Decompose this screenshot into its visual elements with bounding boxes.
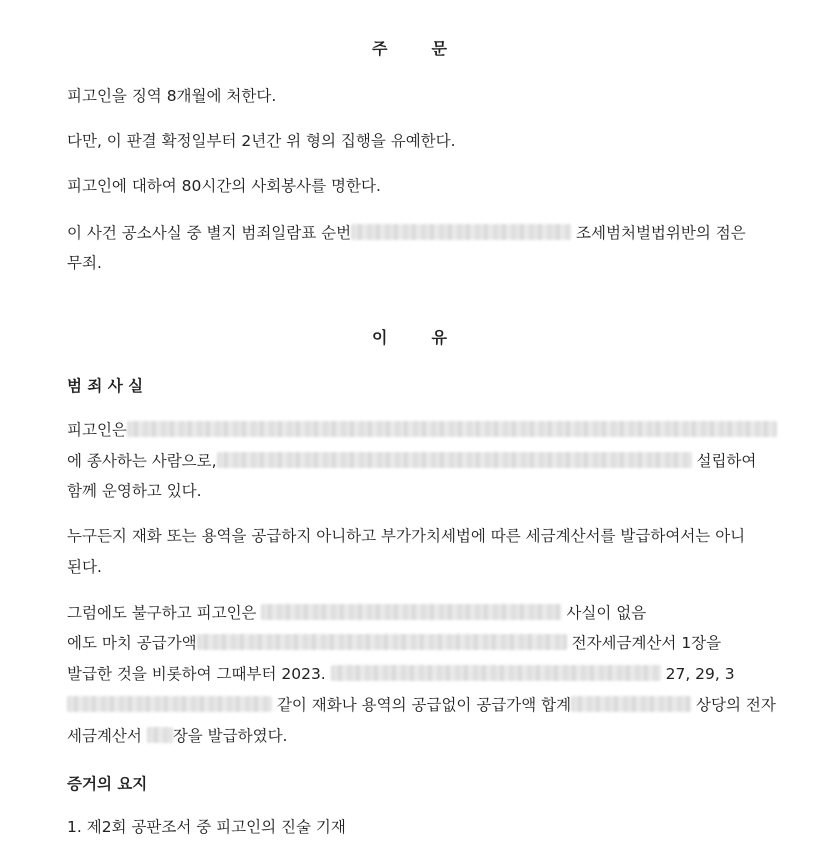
crime-p3-line-5-end: 장을 발급하였다. [172, 727, 288, 745]
order-line-4-cont: 무죄. [67, 254, 102, 272]
order-heading [0, 36, 819, 59]
crime-p3-line-4 [67, 691, 776, 720]
evidence-item-1: 1. 제2회 공판조서 중 피고인의 진술 기재 [67, 818, 346, 836]
crime-p3-line-5 [67, 722, 287, 751]
redacted-block [147, 727, 173, 743]
reason-heading [0, 325, 819, 348]
order-line-4-end: 조세범처벌법위반의 점은 [576, 224, 746, 242]
crime-p3-line-3-end: 27, 29, 3 [665, 665, 735, 683]
crime-p2-line-2: 된다. [67, 558, 102, 576]
reason-heading-left: 이 [372, 328, 388, 347]
redacted-block [197, 634, 567, 650]
redacted-block [217, 452, 692, 468]
reason-heading-right: 유 [431, 328, 447, 347]
crime-p3-line-2-end: 전자세금계산서 1장을 [571, 634, 722, 652]
redacted-block [67, 696, 272, 712]
redacted-block [571, 696, 691, 712]
order-line-3: 피고인에 대하여 80시간의 사회봉사를 명한다. [67, 177, 381, 195]
crime-facts-title: 범 죄 사 실 [67, 377, 144, 395]
order-line-1: 피고인을 징역 8개월에 처한다. [67, 87, 277, 105]
evidence-title: 증거의 요지 [67, 775, 148, 793]
crime-p1-line-1-text: 피고인은 [67, 421, 127, 439]
crime-p1-line-3: 함께 운영하고 있다. [67, 482, 202, 500]
order-line-2: 다만, 이 판결 확정일부터 2년간 위 형의 집행을 유예한다. [67, 132, 456, 150]
crime-p3-line-1-start: 그럼에도 불구하고 피고인은 [67, 604, 257, 622]
crime-p1-line-1 [67, 416, 777, 445]
crime-p1-line-2 [67, 447, 756, 476]
crime-p3-line-4-end: 상당의 전자 [696, 696, 776, 714]
redacted-block [261, 604, 561, 620]
order-line-4-start: 이 사건 공소사실 중 별지 범죄일람표 순번 [67, 224, 352, 242]
crime-p3-line-3 [67, 660, 735, 689]
order-heading-left: 주 [372, 39, 388, 58]
crime-p3-line-3-start: 발급한 것을 비롯하여 그때부터 2023. [67, 665, 326, 683]
redacted-block [351, 224, 571, 240]
crime-p2-line-1: 누구든지 재화 또는 용역을 공급하지 아니하고 부가가치세법에 따른 세금계산서를 발급하여서는 아니 [67, 527, 746, 545]
order-heading-right: 문 [431, 39, 447, 58]
redacted-block [127, 421, 777, 437]
crime-p3-line-5-start: 세금계산서 [67, 727, 142, 745]
crime-p3-line-1-end: 사실이 없음 [566, 604, 647, 622]
crime-p3-line-4-mid: 같이 재화나 용역의 공급없이 공급가액 합계 [276, 696, 572, 714]
crime-p1-line-2-start: 에 종사하는 사람으로, [67, 452, 217, 470]
crime-p3-line-2 [67, 629, 721, 658]
redacted-block [331, 665, 661, 681]
crime-p1-line-2-end: 설립하여 [696, 452, 757, 470]
crime-p3-line-2-start: 에도 마치 공급가액 [67, 634, 197, 652]
crime-p3-line-1 [67, 599, 646, 628]
order-line-4 [67, 219, 746, 248]
